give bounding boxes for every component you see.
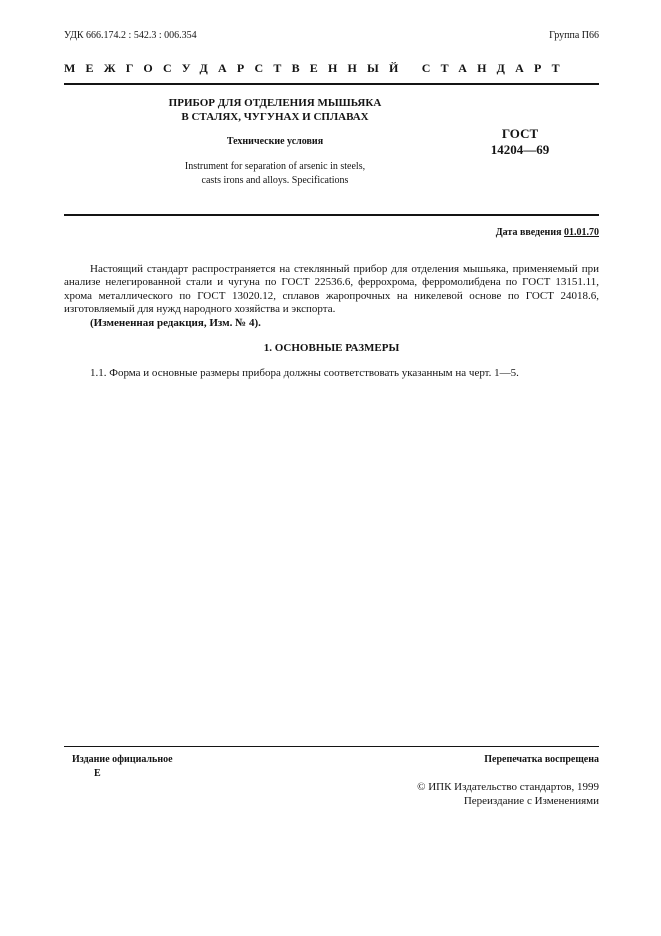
english-title xyxy=(120,160,430,188)
middle-rule xyxy=(64,214,599,216)
udk-code: УДК 666.174.2 : 542.3 : 006.354 xyxy=(64,30,197,41)
document-subtitle: Технические условия xyxy=(226,136,324,147)
top-rule xyxy=(64,83,599,85)
section-title: 1. ОСНОВНЫЕ РАЗМЕРЫ xyxy=(263,342,400,354)
revision-note: (Измененная редакция, Изм. № 4). xyxy=(90,316,261,329)
official-edition: Издание официальное xyxy=(72,754,173,765)
gost-label: ГОСТ xyxy=(501,126,539,141)
scope-paragraph: Настоящий стандарт распространяется на стеклянный прибор для отделения мышьяка, применяемый при анализе нелегированной стали и чугуна по ГОСТ 22536.6, феррохрома, ферромолибдена по ГОСТ 13151.11, хрома металлического по ГОСТ 13020.12, сплавов жаропрочных на никелевой основе по ГОСТ 24018.6, изготовляемый для нужд народного хозяйства и экспорта. xyxy=(64,263,599,316)
clause-1-1: 1.1. Форма и основные размеры прибора должны соответствовать указанным на черт. 1—5. xyxy=(90,367,519,379)
reissue-note: Переиздание с Изменениями xyxy=(463,795,599,807)
group-code: Группа П66 xyxy=(549,30,599,41)
official-edition-mark: Е xyxy=(94,768,101,779)
title-line-2: В СТАЛЯХ, ЧУГУНАХ И СПЛАВАХ xyxy=(181,111,369,123)
intro-date xyxy=(496,227,599,238)
bottom-rule xyxy=(64,746,599,747)
body-text xyxy=(64,263,599,330)
gost-number: 14204—69 xyxy=(490,142,550,157)
gost-designation xyxy=(470,126,570,158)
document-title xyxy=(120,96,430,124)
copyright-block xyxy=(417,780,599,808)
english-title-line-2: casts irons and alloys. Specifications xyxy=(201,175,349,186)
interstate-standard-heading: МЕЖГОСУДАРСТВЕННЫЙ СТАНДАРТ xyxy=(64,61,570,75)
title-line-1: ПРИБОР ДЛЯ ОТДЕЛЕНИЯ МЫШЬЯКА xyxy=(168,97,382,109)
intro-date-label: Дата введения xyxy=(495,227,562,238)
intro-date-value: 01.01.70 xyxy=(564,227,599,238)
copyright: © ИПК Издательство стандартов, 1999 xyxy=(417,781,599,793)
english-title-line-1: Instrument for separation of arsenic in steels, xyxy=(184,161,366,172)
reprint-notice: Перепечатка воспрещена xyxy=(484,754,599,765)
